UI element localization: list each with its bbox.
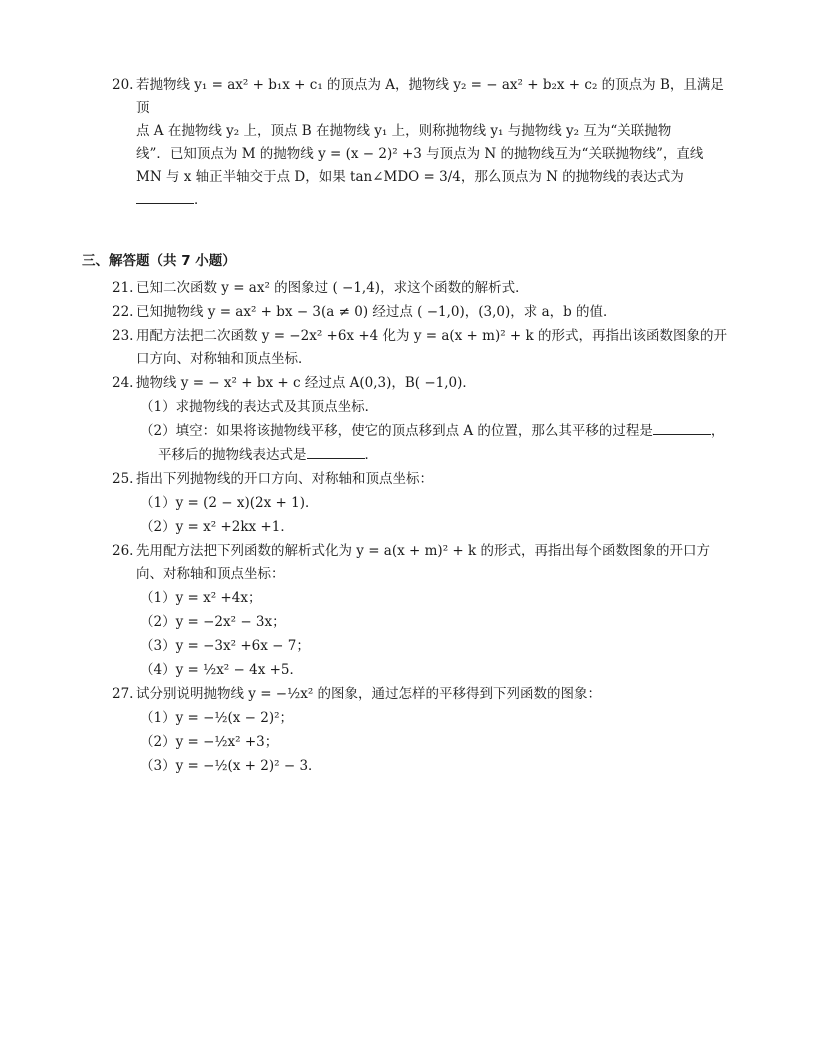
question-26	[112, 540, 728, 682]
question-number: 21.	[112, 280, 134, 296]
sub-question-2	[136, 610, 728, 634]
question-number: 24.	[112, 375, 134, 391]
question-text: 指出下列抛物线的开口方向、对称轴和顶点坐标：	[136, 471, 433, 487]
question-text: MN 与 x 轴正半轴交于点 D，如果 tan∠MDO = 3/4，那么顶点为 N 的抛物线的表达式为	[136, 169, 684, 185]
question-text: 抛物线 y = − x² + bx + c 经过点 A(0,3)，B( −1,0)．	[136, 375, 476, 391]
sub-question-1	[136, 706, 728, 730]
question-text-line: 用配方法把二次函数 y = −2x² +6x +4 化为 y = a(x + m)² + k 的形式，再指出该函数图象的开	[136, 328, 728, 344]
question-text-line: 点 A 在抛物线 y₂ 上，顶点 B 在抛物线 y₁ 上，则称抛物线 y₁ 与抛物线 y₂ 互为“关联抛物	[136, 123, 672, 139]
question-text-line: 若抛物线 y₁ = ax² + b₁x + c₁ 的顶点为 A，抛物线 y₂ = − ax² + b₂x + c₂ 的顶点为 B，且满足顶	[136, 77, 724, 116]
question-number: 22.	[112, 304, 134, 320]
section-title: 三、解答题（共 7 小题）	[82, 253, 236, 269]
question-text: 试分别说明抛物线 y = −½x² 的图象，通过怎样的平移得到下列函数的图象：	[136, 686, 602, 702]
sub-question-3	[136, 754, 728, 778]
question-number: 26.	[112, 543, 134, 559]
sub-question-4	[136, 658, 728, 682]
question-number: 27.	[112, 686, 134, 702]
sub-question-text: （1）y = x² +4x；	[140, 590, 262, 606]
question-text-line: 先用配方法把下列函数的解析式化为 y = a(x + m)² + k 的形式，再指出每个函数图象的开口方	[136, 543, 710, 559]
question-number: 25.	[112, 471, 134, 487]
question-text: 已知抛物线 y = ax² + bx − 3(a ≠ 0) 经过点 ( −1,0)，(3,0)，求 a，b 的值．	[136, 304, 617, 320]
sub-question-1	[136, 395, 728, 419]
question-23	[112, 325, 728, 371]
sub-question-text: （2）填空：如果将该抛物线平移，使它的顶点移到点 A 的位置，那么其平移的过程是	[140, 423, 653, 439]
question-20	[112, 74, 728, 212]
question-text-line	[136, 166, 728, 212]
question-text-line: 线”．已知顶点为 M 的抛物线 y = (x − 2)² +3 与顶点为 N 的抛物线互为“关联抛物线”，直线	[136, 146, 704, 162]
question-text-line: 向、对称轴和顶点坐标：	[136, 566, 285, 582]
question-22	[112, 301, 728, 324]
question-21	[112, 277, 728, 300]
answer-blank[interactable]	[136, 189, 194, 204]
question-number: 23.	[112, 328, 134, 344]
sub-question-text-line	[140, 419, 728, 443]
sub-question-1	[136, 586, 728, 610]
sub-question-text: （3）y = −3x² +6x − 7；	[140, 638, 310, 654]
question-text-line: 口方向、对称轴和顶点坐标．	[136, 351, 312, 367]
question-number: 20.	[112, 77, 134, 93]
sub-question-text-line	[140, 443, 728, 467]
sub-question-2	[136, 515, 728, 539]
sub-question-text: （2）y = −½x² +3；	[140, 734, 279, 750]
sub-question-text: （4）y = ½x² − 4x +5．	[140, 662, 304, 678]
sub-question-2	[136, 419, 728, 467]
sub-question-text: （2）y = −2x² − 3x；	[140, 614, 286, 630]
sub-question-text: 平移后的抛物线表达式是	[158, 447, 307, 463]
question-24	[112, 372, 728, 467]
sub-question-2	[136, 730, 728, 754]
answer-blank[interactable]	[653, 420, 711, 435]
sub-question-1	[136, 491, 728, 515]
answer-blank[interactable]	[307, 444, 365, 459]
sub-question-text: （3）y = −½(x + 2)² − 3．	[140, 758, 322, 774]
question-27	[112, 683, 728, 778]
sub-question-3	[136, 634, 728, 658]
question-text: 已知二次函数 y = ax² 的图象过 ( −1,4)，求这个函数的解析式．	[136, 280, 529, 296]
question-25	[112, 468, 728, 539]
punctuation: ．	[194, 192, 208, 208]
punctuation: ．	[364, 447, 378, 463]
punctuation: ，	[710, 423, 725, 439]
sub-question-text: （1）y = (2 − x)(2x + 1)．	[140, 495, 319, 511]
sub-question-text: （1）求抛物线的表达式及其顶点坐标．	[140, 399, 379, 415]
sub-question-text: （2）y = x² +2kx +1．	[140, 519, 294, 535]
sub-question-text: （1）y = −½(x − 2)²；	[140, 710, 294, 726]
